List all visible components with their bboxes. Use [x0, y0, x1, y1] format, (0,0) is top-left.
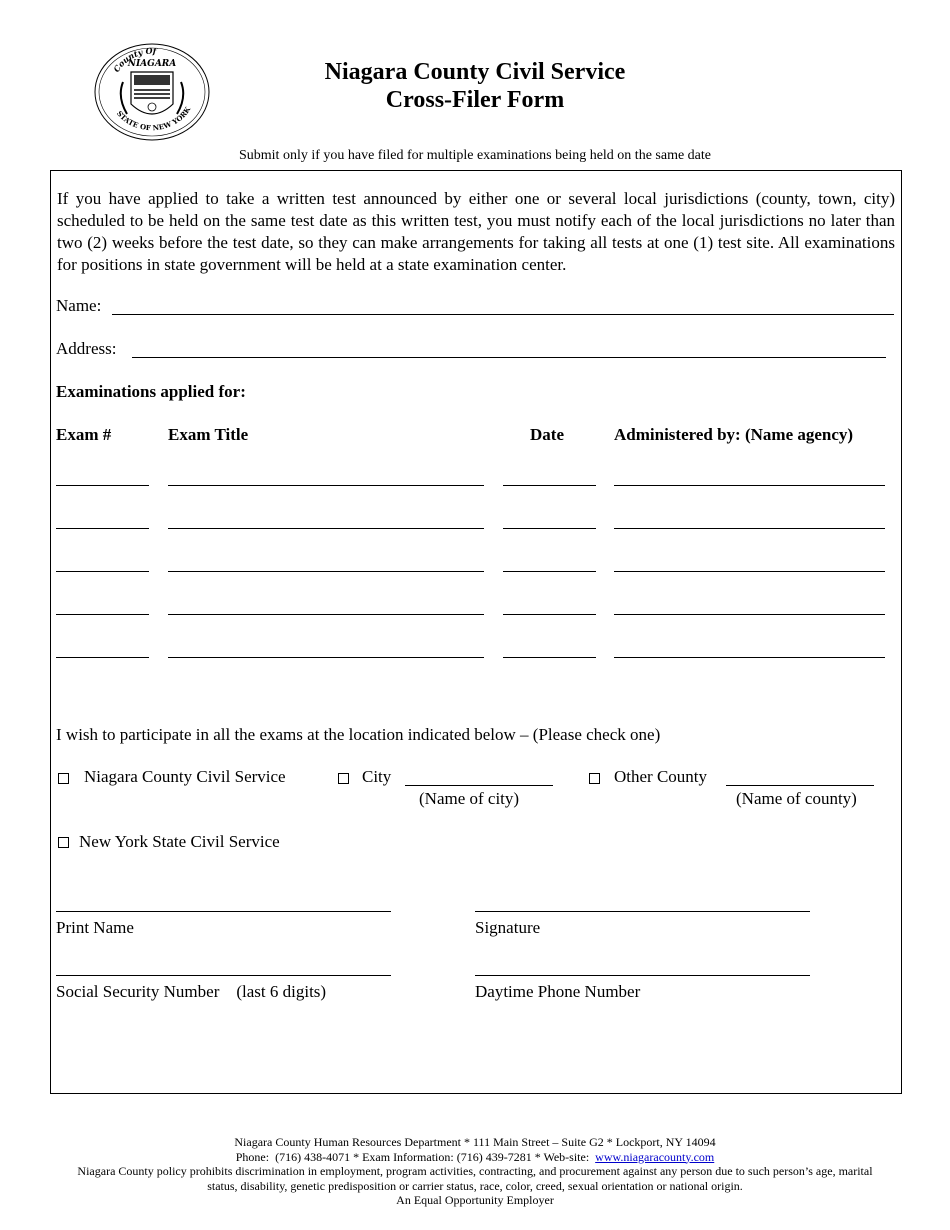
name-label: Name:	[56, 296, 102, 315]
administered-by-input-line[interactable]	[614, 571, 885, 572]
footer-address: Niagara County Human Resources Department * 111 Main Street – Suite G2 * Lockport, NY 14094	[234, 1135, 716, 1149]
exam-number-input-line[interactable]	[56, 571, 149, 572]
checkbox-nys-civil-service[interactable]	[58, 837, 69, 848]
col-exam-title: Exam Title	[168, 425, 249, 444]
col-exam-number: Exam #	[56, 425, 112, 444]
ssn-label: Social Security Number (last 6 digits)	[56, 982, 327, 1001]
exam-number-input-line[interactable]	[56, 657, 149, 658]
administered-by-input-line[interactable]	[614, 614, 885, 615]
ssn-input-line[interactable]	[56, 975, 391, 976]
option-niagara-county-label: Niagara County Civil Service	[84, 767, 286, 786]
phone-input-line[interactable]	[475, 975, 810, 976]
administered-by-input-line[interactable]	[614, 657, 885, 658]
exam-number-input-line[interactable]	[56, 485, 149, 486]
form-subtitle: Submit only if you have filed for multiple examinations being held on the same date	[238, 148, 711, 163]
col-date: Date	[530, 425, 564, 444]
address-label: Address:	[56, 339, 117, 358]
seal-text-name: NIAGARA	[127, 59, 177, 69]
footer-eoe: An Equal Opportunity Employer	[396, 1193, 554, 1207]
administered-by-input-line[interactable]	[614, 528, 885, 529]
city-name-input-line[interactable]	[405, 785, 553, 786]
address-input-line[interactable]	[132, 357, 886, 358]
footer-policy: Niagara County policy prohibits discrimination in employment, program activities, contracting, and procurement against any person due to such person’s age, marital status, disability, genetic predisposition or carrier status, race, color, creed, sexual orientation or national origin.	[77, 1164, 873, 1193]
name-input-line[interactable]	[112, 314, 894, 315]
exam-date-input-line[interactable]	[503, 571, 596, 572]
exam-date-input-line[interactable]	[503, 528, 596, 529]
exam-title-input-line[interactable]	[168, 571, 484, 572]
checkbox-niagara-county[interactable]	[58, 773, 69, 784]
city-sublabel: (Name of city)	[419, 789, 520, 808]
option-other-county-label: Other County	[614, 767, 708, 786]
form-border	[50, 170, 902, 1094]
col-administered-by: Administered by: (Name agency)	[614, 425, 854, 444]
footer-phone: Phone: (716) 438-4071 * Exam Information: (716) 439-7281 * Web-site:	[235, 1149, 596, 1164]
administered-by-input-line[interactable]	[614, 485, 885, 486]
exam-date-input-line[interactable]	[503, 485, 596, 486]
exam-title-input-line[interactable]	[168, 614, 484, 615]
print-name-input-line[interactable]	[56, 911, 391, 912]
location-prompt: I wish to participate in all the exams at the location indicated below – (Please check one)	[56, 725, 661, 744]
seal-text-bottom: STATE OF NEW YORK	[114, 105, 193, 133]
signature-label: Signature	[475, 918, 541, 937]
footer-contact	[0, 1150, 950, 1165]
checkbox-city[interactable]	[338, 773, 349, 784]
county-sublabel: (Name of county)	[736, 789, 857, 808]
signature-input-line[interactable]	[475, 911, 810, 912]
footer-website-link[interactable]: www.niagaracounty.com	[595, 1149, 715, 1164]
county-name-input-line[interactable]	[726, 785, 874, 786]
intro-paragraph: If you have applied to take a written test announced by either one or several local jurisdictions (county, town, city) scheduled to be held on the same test date as this written test, you must notify each of the local jurisdictions no later than two (2) weeks before the test date, so they can make arrangements for taking all tests at one (1) test site. All examinations for positions in state government will be held at a state examination center.	[57, 189, 895, 274]
exam-title-input-line[interactable]	[168, 528, 484, 529]
page-title	[0, 58, 950, 114]
exam-title-input-line[interactable]	[168, 657, 484, 658]
exam-date-input-line[interactable]	[503, 614, 596, 615]
exam-title-input-line[interactable]	[168, 485, 484, 486]
exam-date-input-line[interactable]	[503, 657, 596, 658]
exam-number-input-line[interactable]	[56, 614, 149, 615]
option-nys-civil-service-label: New York State Civil Service	[79, 832, 280, 851]
footer	[0, 1135, 950, 1208]
seal-text-top: County Of	[111, 45, 157, 74]
phone-label: Daytime Phone Number	[475, 982, 641, 1001]
checkbox-other-county[interactable]	[589, 773, 600, 784]
exams-heading: Examinations applied for:	[56, 382, 246, 401]
option-city-label: City	[362, 767, 392, 786]
title-line-2: Cross-Filer Form	[385, 87, 565, 113]
print-name-label: Print Name	[56, 918, 134, 937]
title-line-1: Niagara County Civil Service	[324, 59, 626, 85]
exam-number-input-line[interactable]	[56, 528, 149, 529]
